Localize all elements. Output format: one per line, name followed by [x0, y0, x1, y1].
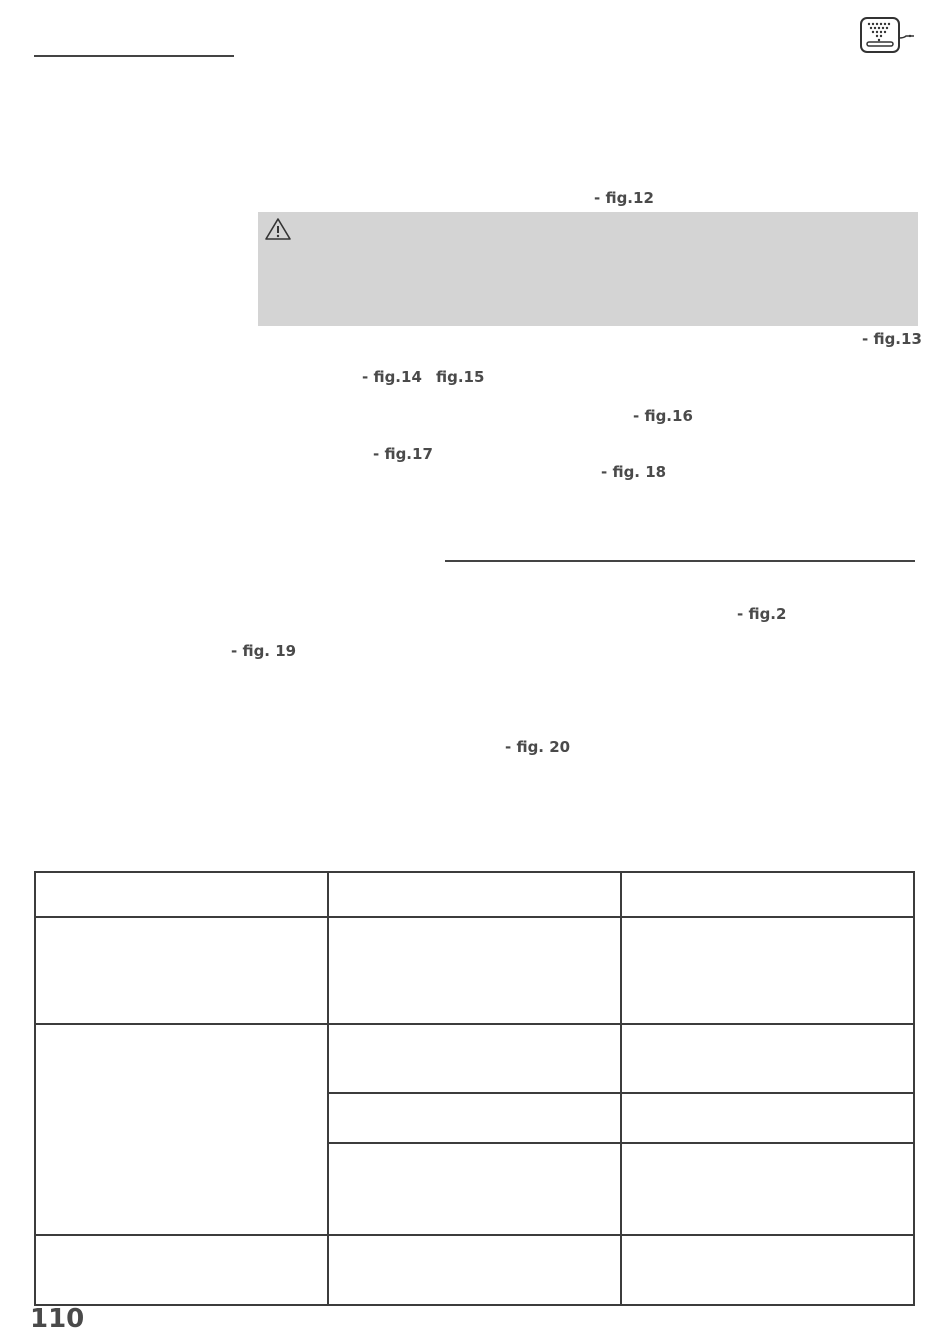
table-cell — [621, 1093, 914, 1143]
fig-ref-14: - fig.14 — [362, 368, 422, 386]
table-header-row — [35, 872, 914, 917]
table-cell — [328, 1143, 622, 1235]
table-cell — [328, 917, 622, 1024]
troubleshooting-table — [34, 871, 915, 1306]
table-cell — [621, 1024, 914, 1093]
section-rule — [445, 560, 915, 562]
fig-ref-12: - fig.12 — [594, 189, 654, 207]
table-cell — [328, 1093, 622, 1143]
warning-box — [258, 212, 918, 326]
table-cell — [35, 1235, 328, 1305]
fig-ref-18: - fig. 18 — [601, 463, 667, 481]
table-row — [35, 1024, 914, 1093]
table-cell — [621, 1143, 914, 1235]
fig-ref-13: - fig.13 — [862, 330, 922, 348]
table-cell — [328, 1024, 622, 1093]
fig-ref-19: - fig. 19 — [231, 642, 297, 660]
table-cell — [35, 1024, 328, 1235]
fig-ref-2: - fig.2 — [737, 605, 787, 623]
table-cell — [35, 917, 328, 1024]
table-row — [35, 1235, 914, 1305]
table-cell — [621, 1235, 914, 1305]
table-cell — [621, 917, 914, 1024]
header-rule — [34, 55, 234, 57]
table-cell — [621, 872, 914, 917]
table-cell — [328, 872, 622, 917]
fig-ref-20: - fig. 20 — [505, 738, 571, 756]
table-cell — [35, 872, 328, 917]
fig-ref-16: - fig.16 — [633, 407, 693, 425]
fig-ref-15: fig.15 — [436, 368, 485, 386]
warning-triangle-icon — [264, 216, 292, 242]
table-cell — [328, 1235, 622, 1305]
page-number: 110 — [30, 1304, 85, 1334]
fig-ref-17: - fig.17 — [373, 445, 433, 463]
table-row — [35, 917, 914, 1024]
coffee-machine-icon — [858, 16, 916, 56]
